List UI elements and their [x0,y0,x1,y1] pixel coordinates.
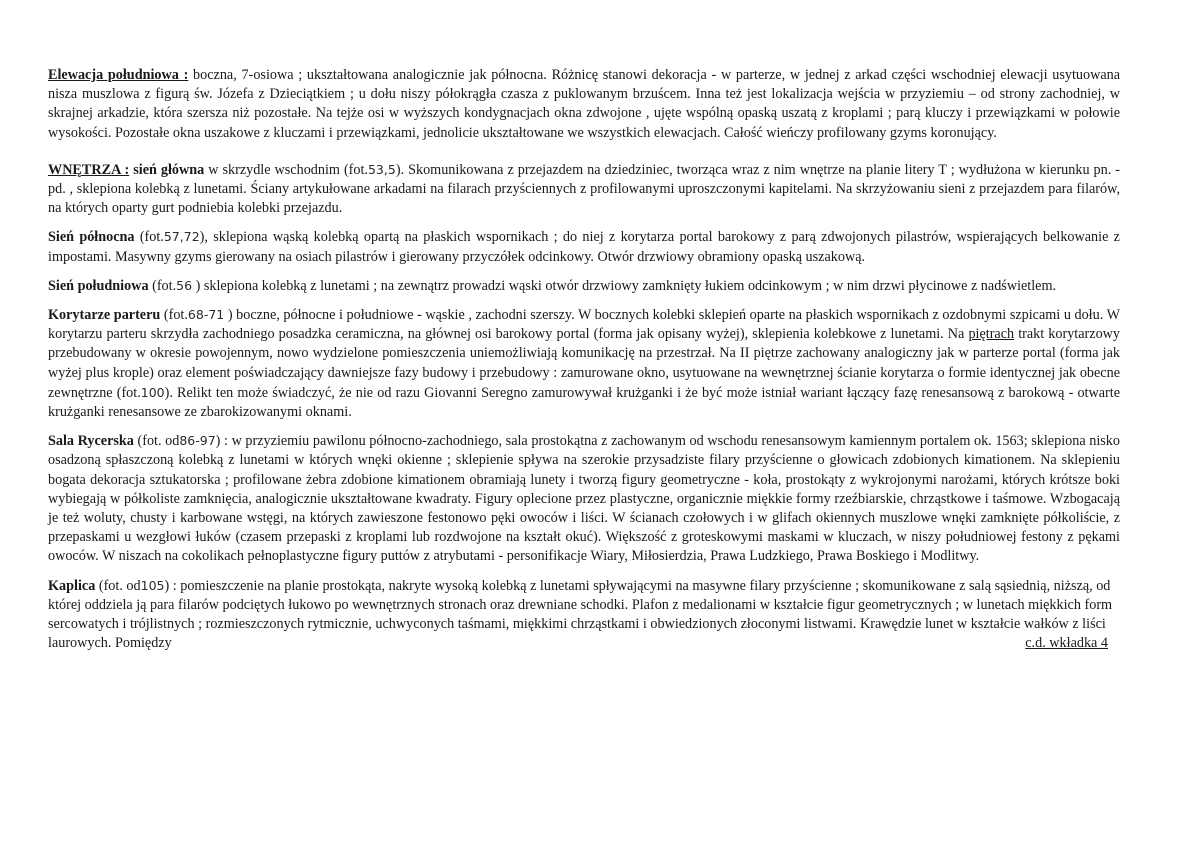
heading-sien-poludniowa: Sień południowa [48,277,149,294]
text-sien-polnocna-2: ), sklepiona wąską kolebką opartą na płaskich wspornikach ; do niej z korytarza portal barokowy z parą zdwojonych pilastrów, wspierających belkowanie z impostami. Masywny gzyms gierowany na osiach pilastrów i gierowany przyczółek odcinkowy. Otwór drzwiowy obramiony opaską uszakową. [48,229,1120,265]
photo-ref-wnetrza: 53,5 [367,161,396,177]
continuation-reference: c.d. wkładka 4 [1025,635,1108,652]
text-korytarze-3: trakt korytarzowy przebudowany w okresie powojennym, nowo wydzielone pomieszczenia uniemożliwiają komunikację na przestrzał. Na II piętrze zachowany analogiczny jak w parterze portal (forma jak wyżej plus krople) oraz element poświadczający dawniejsze fazy budowy i przebudowy : zamurowane okno, usytuowane na wewnętrznej ścianie korytarza o formie identycznej jak obecne zewnętrzne (fot. [48,326,1120,401]
text-korytarze-1: (fot. [160,307,188,324]
paragraph-wnetrza [48,160,1120,219]
heading-wnetrza: WNĘTRZA : [48,161,130,178]
text-sien-poludniowa-2: ) sklepiona kolebką z lunetami ; na zewnątrz prowadzi wąski otwór drzwiowy zamknięty łukiem odcinkowym ; w nim drzwi płycinowe z nadświetlem. [192,277,1057,294]
text-kaplica-2: ) : pomieszczenie na planie prostokąta, nakryte wysoką kolebką z lunetami spływającymi na masywne filary przyścienne ; skomunikowane z salą sąsiednią, niższą, od której oddziela ją para filarów podciętych łukowo po wewnętrznych stronach oraz drewniane schodki. Plafon z medalionami w kształcie figur geometrycznych ; w lunetach miękkich form sercowatych i trójlistnych ; rozmieszczonych rytmicznie, uchwyconych taśmami, miękkimi chrząstkami i obwiedzionych złoconymi listwami. Krawędzie lunet w kształcie wałków z liści laurowych. Pomiędzy [48,577,1113,652]
paragraph-kaplica [48,576,1120,654]
photo-ref-korytarze-2: 100 [140,384,165,400]
text-pietrach: piętrach [968,326,1015,343]
document-body [48,66,1120,653]
text-sien-polnocna-1: (fot. [134,229,164,246]
text-sala-rycerska-2: ) : w przyziemiu pawilonu północno-zachodniego, sala prostokątna z zachowanym od wschodu renesansowym kamiennym portalem ok. 1563; sklepiona nisko osadzoną spłaszczoną kolebką z lunetami w których wnęki okienne ; sklepienie spływa na szerokie przysadziste filary przyścienne o głowicach zdobionych kimationem. Na sklepieniu bogata dekoracja sztukatorska ; profilowane żebra zdobione kimationem obramiają lunety i tworzą figury geometryczne - koła, prostokąty z wykrojonymi narożami, których krótsze boki wybiegają w półkoliste zamknięcia, analogicznie ukształtowane kwadraty. Figury oplecione przez plastyczne, organicznie miękkie formy rzeźbiarskie, chrząstkowe i taśmowe. Wzbogacają je też woluty, chusty i karbowane wstęgi, na których zawieszone festonowo pęki owoców i liści. W ścianach czołowych i w glifach okiennych muszlowe wnęki zamknięte półkoliście, z przepaskami u wezgłowi łuków (czasem przepaski z kroplami lub rozdwojone na kształt okuć). Większość z groteskowymi maskami w kluczach, w niszy południowej festony z pękami owoców. W niszach na cokolikach pełnoplastyczne figury puttów z atrybutami - personifikacje Wiary, Miłosierdzia, Prawa Ludzkiego, Prawa Boskiego i Modlitwy. [48,433,1120,565]
heading-korytarze-parteru: Korytarze parteru [48,307,161,324]
photo-ref-sala-rycerska: 86-97 [179,433,216,449]
paragraph-sala-rycerska [48,431,1120,566]
text-wnetrza-1: w skrzydle wschodnim (fot. [204,161,368,178]
heading-sala-rycerska: Sala Rycerska [48,433,134,450]
heading-elewacja-poludniowa: Elewacja południowa : [48,67,189,83]
paragraph-elewacja-poludniowa [48,66,1120,143]
heading-sien-polnocna: Sień północna [48,229,135,246]
photo-ref-sien-poludniowa: 56 [176,277,193,293]
text-sala-rycerska-1: (fot. od [133,433,180,450]
paragraph-sien-polnocna [48,227,1120,266]
text-korytarze-4: ). Relikt ten może świadczyć, że nie od razu Giovanni Seregno zamurowywał krużganki i że być może istniał wariant łączący fazę renesansową z barokową - otwarte krużganki renesansowe ze zbarokizowanymi oknami. [48,384,1120,421]
photo-ref-kaplica: 105 [140,577,165,593]
text-korytarze-2: ) boczne, północne i południowe - wąskie , zachodni szerszy. W bocznych kolebki sklepień oparte na płaskich wspornikach z ozdobnymi szpicami u dołu. W korytarzu parteru skrzydła zachodniego posadzka ceramiczna, na głównej osi barokowy portal (forma jak opisany wyżej), sklepienia kolebkowe z lunetami. Na [48,307,1120,343]
photo-ref-sien-polnocna: 57,72 [163,229,200,245]
text-wnetrza-2: ). Skomunikowana z przejazdem na dziedziniec, tworząca wraz z nim wnętrze na planie litery T ; wydłużona w kierunku pn. - pd. , sklepiona kolebką z lunetami. Ściany artykułowane arkadami na filarach przyściennych z profilowanymi uproszczonymi kapitelami. Na skrzyżowaniu sieni z przejazdem para filarów, na których oparty gurt podniebia kolebki przejazdu. [48,161,1120,217]
text-sien-poludniowa-1: (fot. [148,277,177,294]
subheading-sien-glowna: sień główna [129,161,205,178]
paragraph-sien-poludniowa [48,276,1120,296]
paragraph-korytarze-parteru [48,305,1120,422]
photo-ref-korytarze-1: 68-71 [187,307,225,323]
heading-kaplica: Kaplica [48,577,96,594]
text-kaplica-1: (fot. od [95,577,141,594]
text-elewacja-poludniowa: boczna, 7-osiowa ; ukształtowana analogicznie jak północna. Różnicę stanowi dekoracja - w parterze, w jednej z arkad części wschodniej elewacji usytuowana nisza muszlowa z figurą św. Józefa z Dzieciątkiem ; u dołu niszy półokrągła czasza z puklowanym brzuścem. Inna też jest lokalizacja wejścia w przyziemiu – od strony zachodniej, w skrajnej arkadzie, która szersza niż pozostałe. Na tejże osi w wyższych kondygnacjach okna zdwojone , ujęte wspólną opaską uszatą z kroplami ; parą kluczy i przewiązkami w połowie wysokości. Pozostałe okna uszakowe z kluczami i przewiązkami, jednolicie ukształtowane we wszystkich elewacjach. Całość wieńczy profilowany gzyms koronujący. [48,67,1121,141]
